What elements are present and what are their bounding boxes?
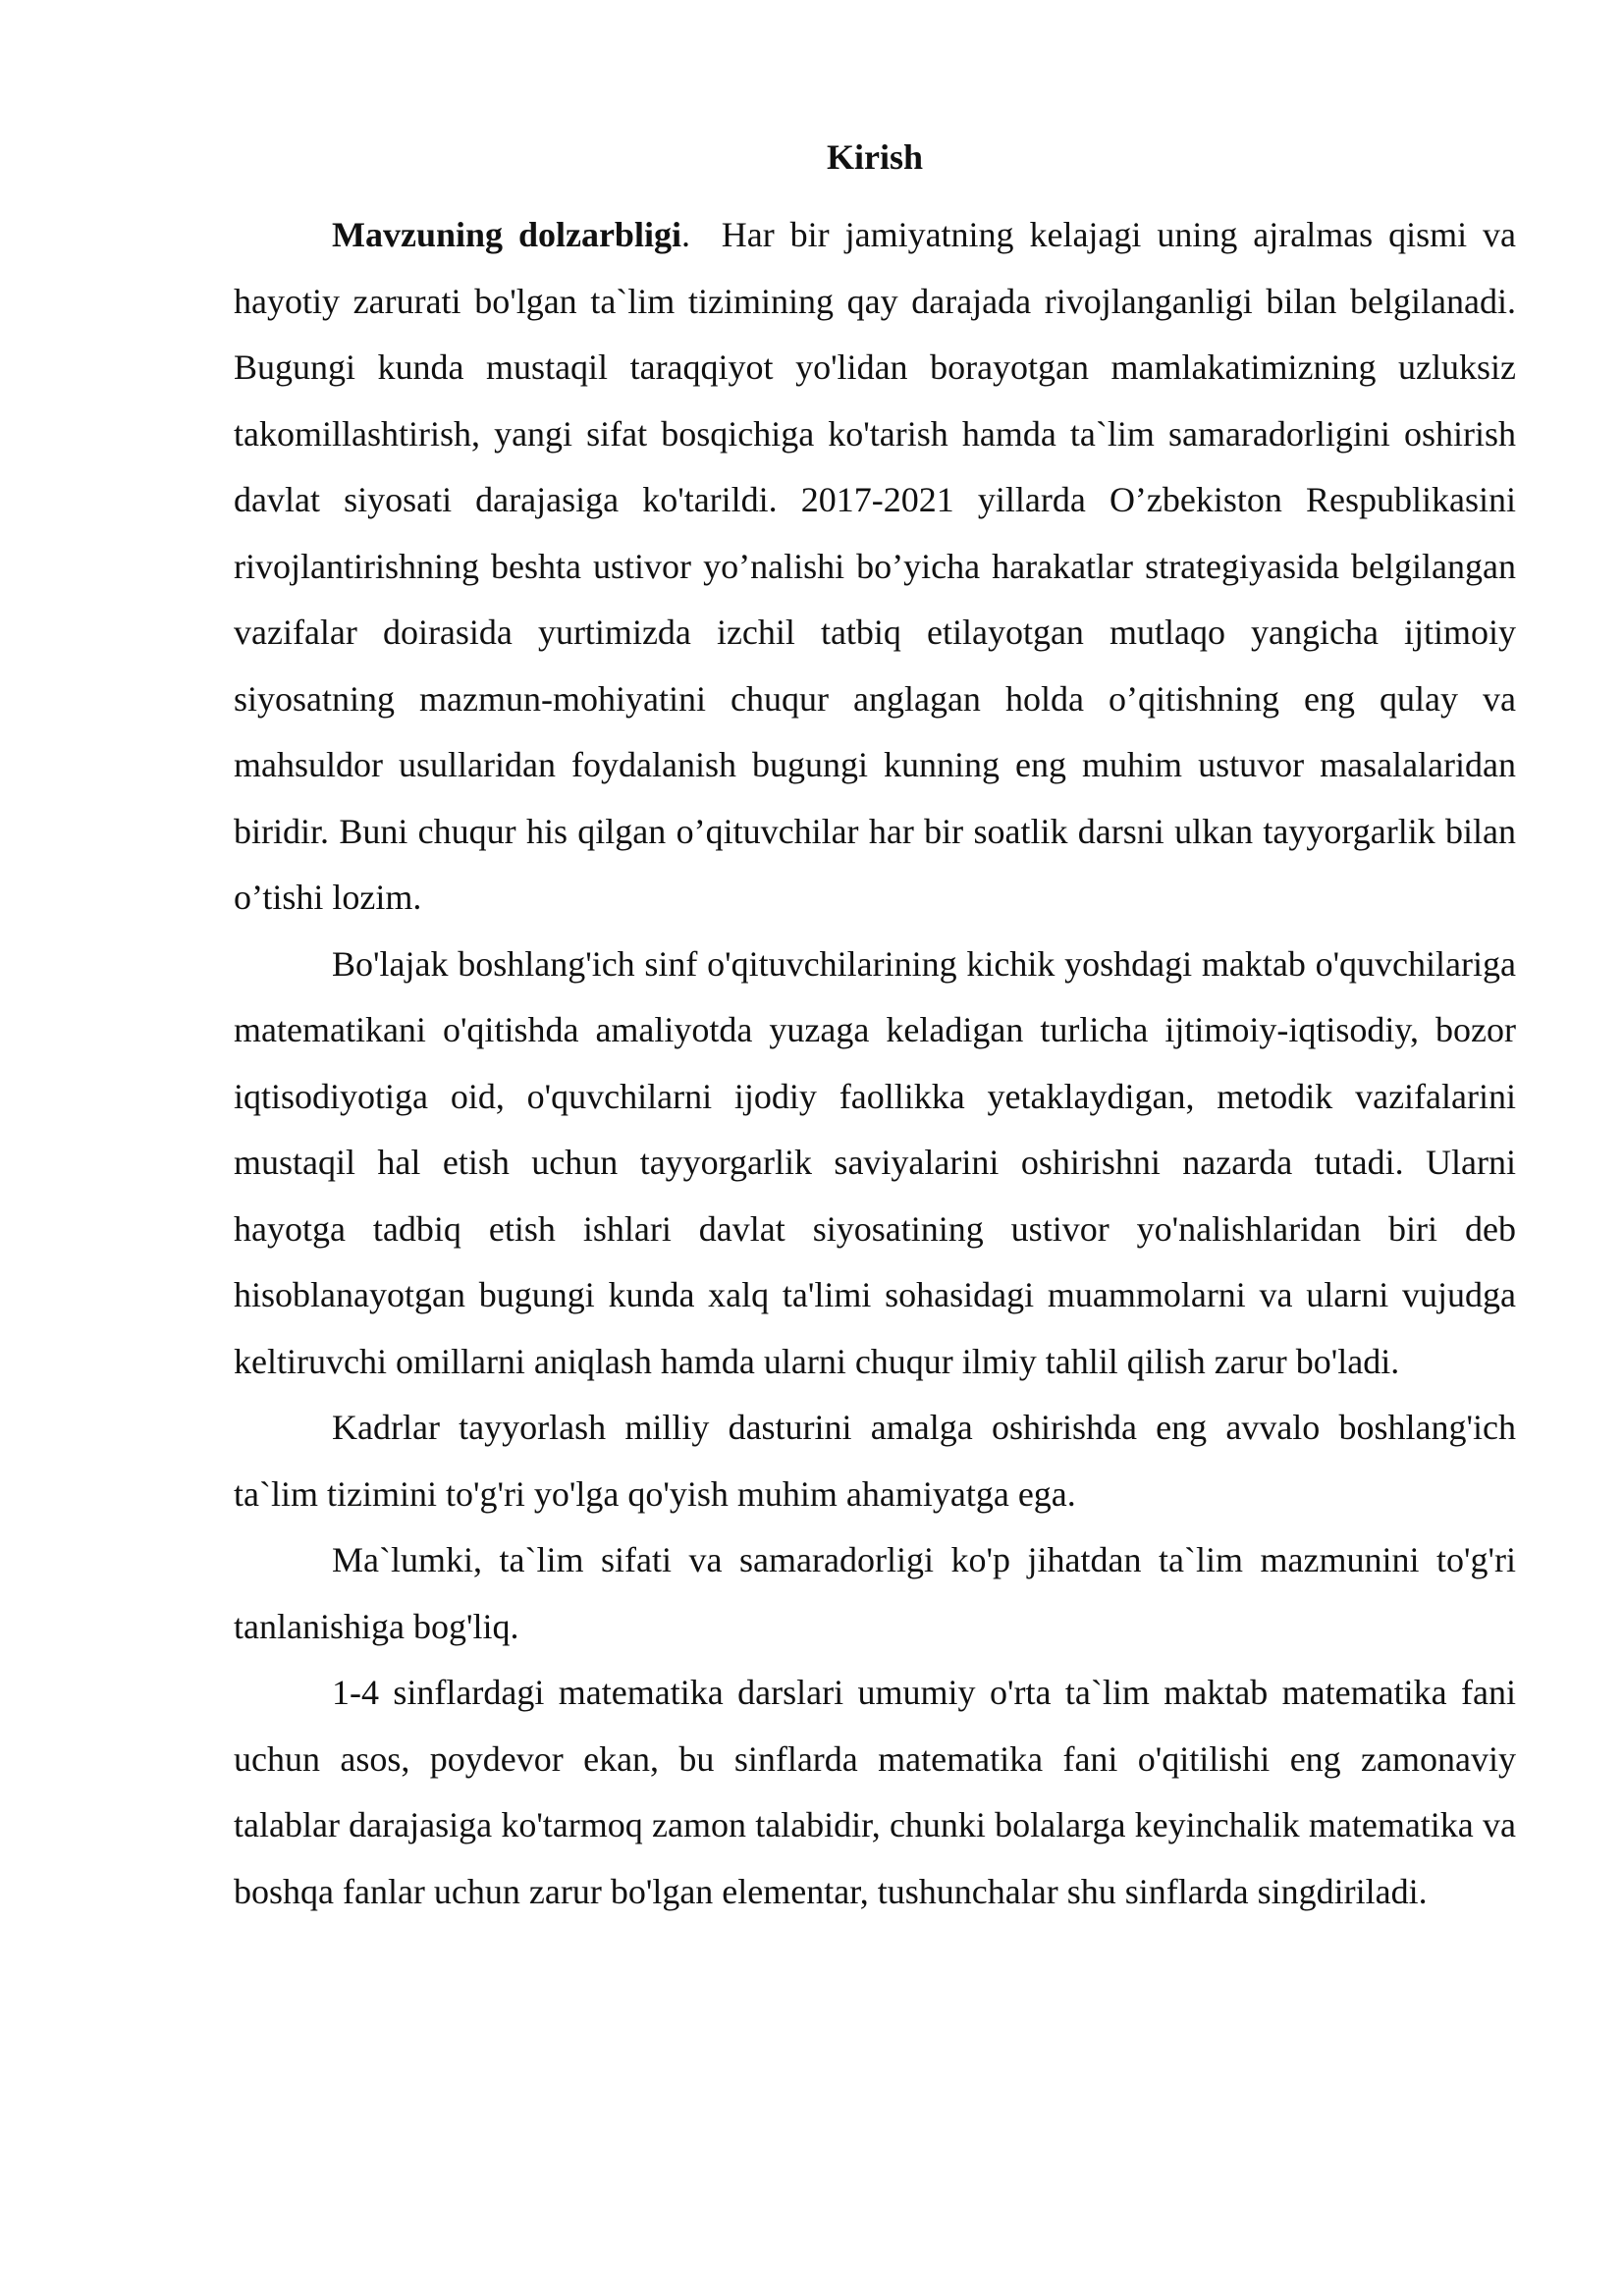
paragraph-lead-heading: Mavzuning dolzarbligi <box>332 215 681 254</box>
paragraph-grades-1-4 <box>234 1660 1516 1925</box>
page-title: Kirish <box>826 137 923 177</box>
paragraph-text: Ma`lumki, ta`lim sifati va samaradorligi ko'p jihatdan ta`lim mazmunini to'g'ri tanlanishiga bog'liq. <box>234 1540 1516 1646</box>
document-page <box>234 135 1516 1925</box>
paragraph-text: 1-4 sinflardagi matematika darslari umumiy o'rta ta`lim maktab matematika fani uchun asos, poydevor ekan, bu sinflarda matematika fani o'qitilishi eng zamonaviy talablar darajasiga ko'tarmoq zamon talabidir, chunki bolalarga keyinchalik matematika va boshqa fanlar uchun zarur bo'lgan elementar, tushunchalar shu sinflarda singdiriladi. <box>234 1673 1516 1911</box>
paragraph-text: Kadrlar tayyorlash milliy dasturini amalga oshirishda eng avvalo boshlang'ich ta`lim tizimini to'g'ri yo'lga qo'yish muhim ahamiyatga ega. <box>234 1408 1516 1514</box>
paragraph-text: Har bir jamiyatning kelajagi uning ajralmas qismi va hayotiy zarurati bo'lgan ta`lim tizimining qay darajada rivojlanganligi bilan belgilanadi. Bugungi kunda mustaqil taraqqiyot yo'lidan borayotgan mamlakatimizning uzluksiz takomillashtirish, yangi sifat bosqichiga ko'tarish hamda ta`lim samaradorligini oshirish davlat siyosati darajasiga ko'tarildi. 2017-2021 yillarda O’zbekiston Respublikasini rivojlantirishning beshta ustivor yo’nalishi bo’yicha harakatlar strategiyasida belgilangan vazifalar doirasida yurtimizda izchil tatbiq etilayotgan mutlaqo yangicha ijtimoiy siyosatning mazmun-mohiyatini chuqur anglagan holda o’qitishning eng qulay va mahsuldor usullaridan foydalanish bugungi kunning eng muhim ustuvor masalalaridan biridir. Buni chuqur his qilgan o’qituvchilar har bir soatlik darsni ulkan tayyorgarlik bilan o’tishi lozim. <box>234 215 1517 917</box>
paragraph-text: Bo'lajak boshlang'ich sinf o'qituvchilarining kichik yoshdagi maktab o'quvchilariga matematikani o'qitishda amaliyotda yuzaga keladigan turlicha ijtimoiy-iqtisodiy, bozor iqtisodiyotiga oid, o'quvchilarni ijodiy faollikka yetaklaydigan, metodik vazifalarini mustaqil hal etish uchun tayyorgarlik saviyalarini oshirishni nazarda tutadi. Ularni hayotga tadbiq etish ishlari davlat siyosatining ustivor yo'nalishlaridan biri deb hisoblanayotgan bugungi kunda xalq ta'limi sohasidagi muammolarni va ularni vujudga keltiruvchi omillarni aniqlash hamda ularni chuqur ilmiy tahlil qilish zarur bo'ladi. <box>234 943 1516 1381</box>
paragraph-lead-punct: . <box>680 215 690 254</box>
paragraph-national-program <box>234 1395 1516 1527</box>
paragraph-quality <box>234 1527 1516 1660</box>
paragraph-relevance <box>234 202 1516 932</box>
paragraph-future-teachers <box>234 932 1516 1396</box>
